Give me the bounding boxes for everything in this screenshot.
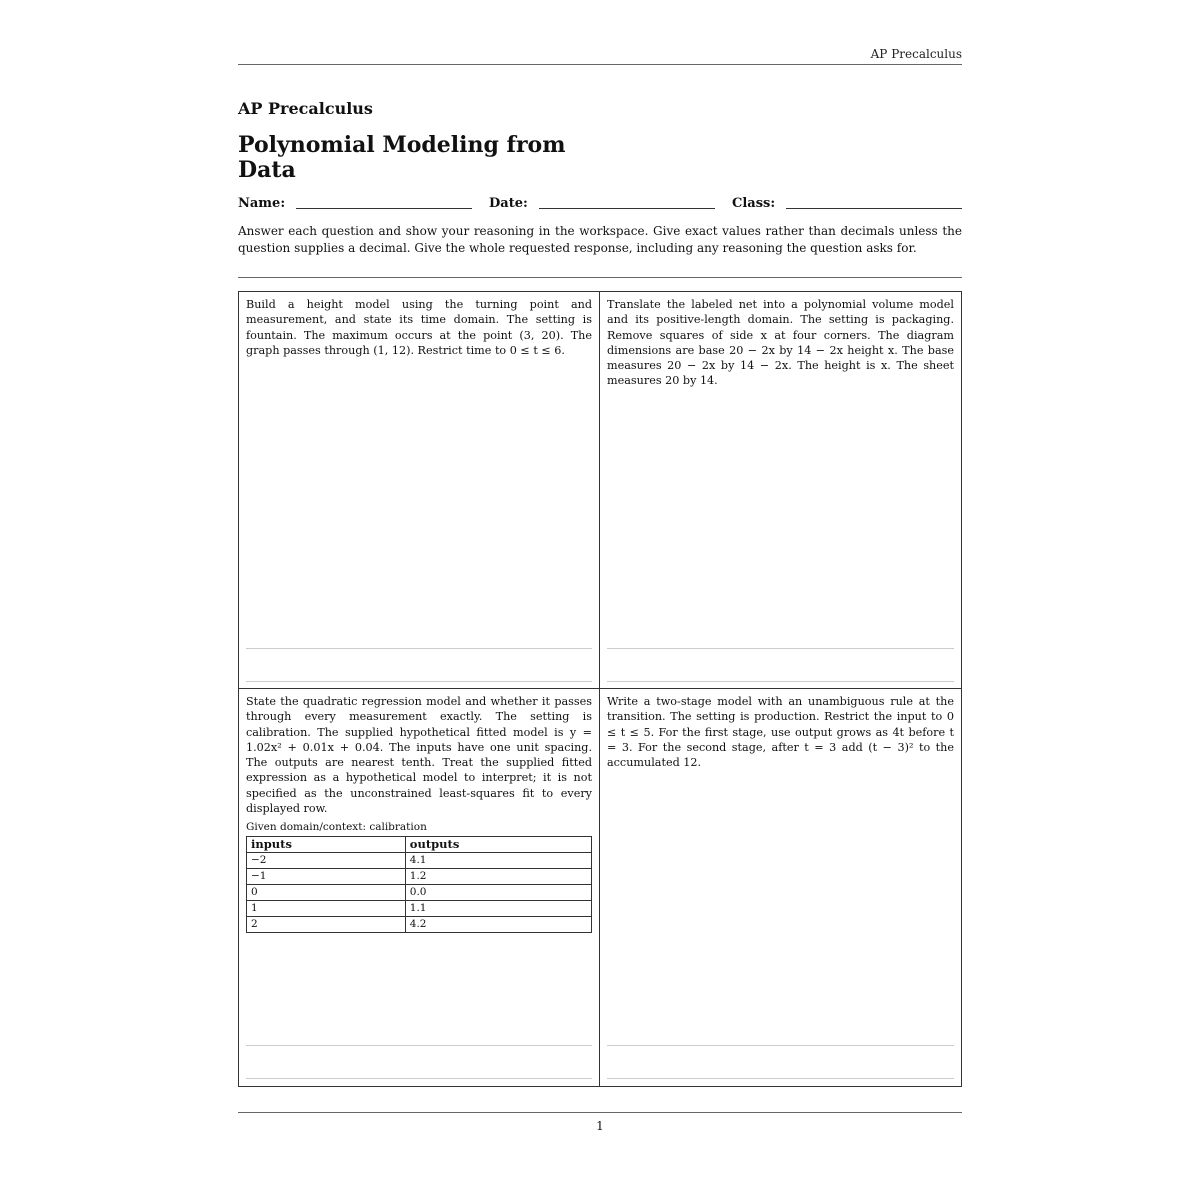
answer-line[interactable] (607, 1078, 954, 1079)
worksheet-page (238, 0, 962, 1200)
answer-line[interactable] (607, 648, 954, 649)
output-cell: 4.1 (405, 853, 591, 869)
page-title: Polynomial Modeling from Data (238, 132, 566, 183)
question-2 (600, 292, 961, 689)
data-table (246, 836, 592, 933)
class-label: Class: (732, 196, 776, 211)
name-field[interactable] (296, 208, 472, 209)
output-cell: 0.0 (405, 885, 591, 901)
date-label: Date: (489, 196, 528, 211)
answer-line[interactable] (607, 1045, 954, 1046)
answer-line[interactable] (607, 681, 954, 682)
table-row (247, 917, 592, 933)
footer-rule (238, 1112, 962, 1113)
header-rule (238, 64, 962, 65)
name-label: Name: (238, 196, 286, 211)
question-2-prompt: Translate the labeled net into a polynomial volume model and its positive-length domain. The setting is packaging. Remove squares of side x at four corners. The diagram dimensions are base 20 − 2x by 14 − 2x height x. The base measures 20 − 2x by 14 − 2x. The height is x. The sheet measures 20 by 14. (607, 298, 954, 388)
answer-line[interactable] (246, 681, 592, 682)
input-cell: 1 (247, 901, 406, 917)
output-cell: 1.1 (405, 901, 591, 917)
answer-line[interactable] (246, 1078, 592, 1079)
question-grid (238, 291, 962, 1087)
table-row (247, 869, 592, 885)
input-cell: 2 (247, 917, 406, 933)
column-header-inputs: inputs (247, 837, 406, 853)
question-1 (239, 292, 600, 689)
input-cell: −1 (247, 869, 406, 885)
question-1-prompt: Build a height model using the turning point and measurement, and state its time domain. The setting is fountain. The maximum occurs at the point (3, 20). The graph passes through (1, 12). Restrict time to 0 ≤ t ≤ 6. (246, 298, 592, 357)
class-field[interactable] (786, 208, 962, 209)
question-4 (600, 689, 961, 1086)
student-info-fields (238, 196, 962, 216)
page-number: 1 (596, 1119, 604, 1133)
section-rule (238, 277, 962, 278)
instructions: Answer each question and show your reasoning in the workspace. Give exact values rather than decimals unless the question supplies a decimal. Give the whole requested response, including any reasoning the question asks for. (238, 224, 962, 255)
table-row (247, 853, 592, 869)
table-row (247, 901, 592, 917)
subject-heading: AP Precalculus (238, 99, 373, 118)
input-cell: 0 (247, 885, 406, 901)
answer-line[interactable] (246, 1045, 592, 1046)
given-context: Given domain/context: calibration (246, 821, 427, 834)
input-cell: −2 (247, 853, 406, 869)
output-cell: 4.2 (405, 917, 591, 933)
answer-line[interactable] (246, 648, 592, 649)
output-cell: 1.2 (405, 869, 591, 885)
table-row (247, 885, 592, 901)
question-3 (239, 689, 600, 1086)
date-field[interactable] (539, 208, 715, 209)
column-header-outputs: outputs (405, 837, 591, 853)
question-3-prompt: State the quadratic regression model and whether it passes through every measurement exactly. The setting is calibration. The supplied hypothetical fitted model is y = 1.02x² + 0.01x + 0.04. The inputs have one unit spacing. The outputs are nearest tenth. Treat the supplied fitted expression as a hypothetical model to interpret; it is not specified as the unconstrained least-squares fit to every displayed row. (246, 695, 592, 816)
running-head: AP Precalculus (870, 47, 962, 61)
question-4-prompt: Write a two-stage model with an unambiguous rule at the transition. The setting is production. Restrict the input to 0 ≤ t ≤ 5. For the first stage, use output grows as 4t before t = 3. For the second stage, after t = 3 add (t − 3)² to the accumulated 12. (607, 695, 954, 770)
